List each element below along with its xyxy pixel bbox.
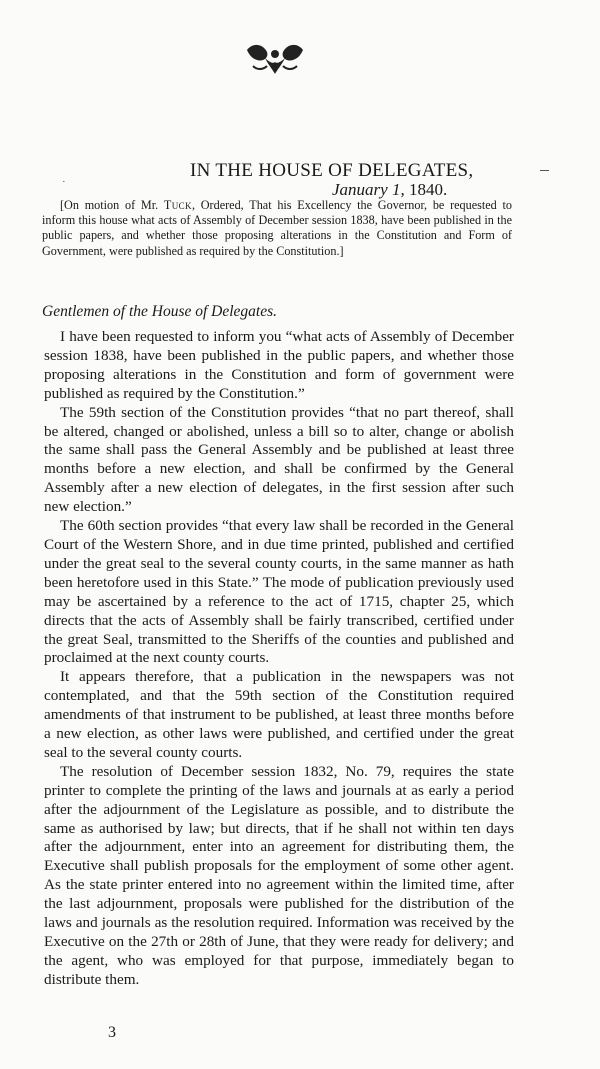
document-heading: IN THE HOUSE OF DELEGATES, xyxy=(190,160,474,181)
paragraph: I have been requested to inform you “what acts of Assembly of December session 1838, have been published in the public papers, and whether those proposing alterations in the Constitution and form of government were published as required by the Constitution.” xyxy=(44,328,514,402)
date-month-day: January 1, xyxy=(332,180,405,199)
paragraph: It appears therefore, that a publication in the newspapers was not contemplated, and that the 59th section of the Constitution required amendments of that instrument to be published, at least three months before a new election, as other laws were published, and certified under the great seal to the several county courts. xyxy=(44,668,514,761)
paragraph: The 59th section of the Constitution provides “that no part thereof, shall be altered, changed or abolished, unless a bill so to alter, change or abolish the same shall pass the General Assembly and be published at least three months before a new election, and shall be confirmed by the General Assembly after a new election of delegates, in the first session after such new election.” xyxy=(44,403,514,516)
printers-ornament-icon xyxy=(243,40,307,76)
motion-text: , Ordered, That his Excellency the Governor, be requested to inform this house what acts of Assembly of December session 1838, have been published in the public papers, and whether those proposing alterations in the Constitution and Form of Government, were published as required by the Constitution.] xyxy=(42,198,512,258)
document-date xyxy=(332,180,447,200)
margin-mark: · xyxy=(62,176,66,188)
motion-prefix: [On motion of Mr. xyxy=(60,198,164,212)
margin-dash xyxy=(540,170,549,171)
motion-note xyxy=(42,198,512,259)
date-year: 1840. xyxy=(408,180,448,199)
salutation: Gentlemen of the House of Delegates. xyxy=(42,303,278,320)
paragraph: The 60th section provides “that every law shall be recorded in the General Court of the Western Shore, and in due time printed, published and certified under the great seal to the several county courts, in the same manner as hath been heretofore used in this State.” The mode of publication previously used may be ascertained by a reference to the act of 1715, chapter 25, which directs that the acts of Assembly shall be fairly transcribed, certified under the great Seal, transmitted to the Sheriffs of the counties and published and proclaimed at the next county courts. xyxy=(44,517,514,667)
page-number: 3 xyxy=(108,1024,116,1041)
letter-body xyxy=(44,328,514,990)
paragraph: The resolution of December session 1832, No. 79, requires the state printer to complete the printing of the laws and journals at as early a period after the adjournment of the Legislature as possible, and to distribute the same as authorised by law; but directs, that if he shall not within ten days after the adjournment, enter into an agreement for distributing them, the Executive shall publish proposals for the employment of some other agent. As the state printer entered into no agreement within the limited time, after the last adjournment, proposals were published for the distribution of the laws and journals as the resolution required. Information was received by the Executive on the 27th or 28th of June, that they were ready for delivery; and the agent, who was employed for that purpose, immediately began to distribute them. xyxy=(44,762,514,988)
motion-mover: Tuck xyxy=(163,198,192,212)
